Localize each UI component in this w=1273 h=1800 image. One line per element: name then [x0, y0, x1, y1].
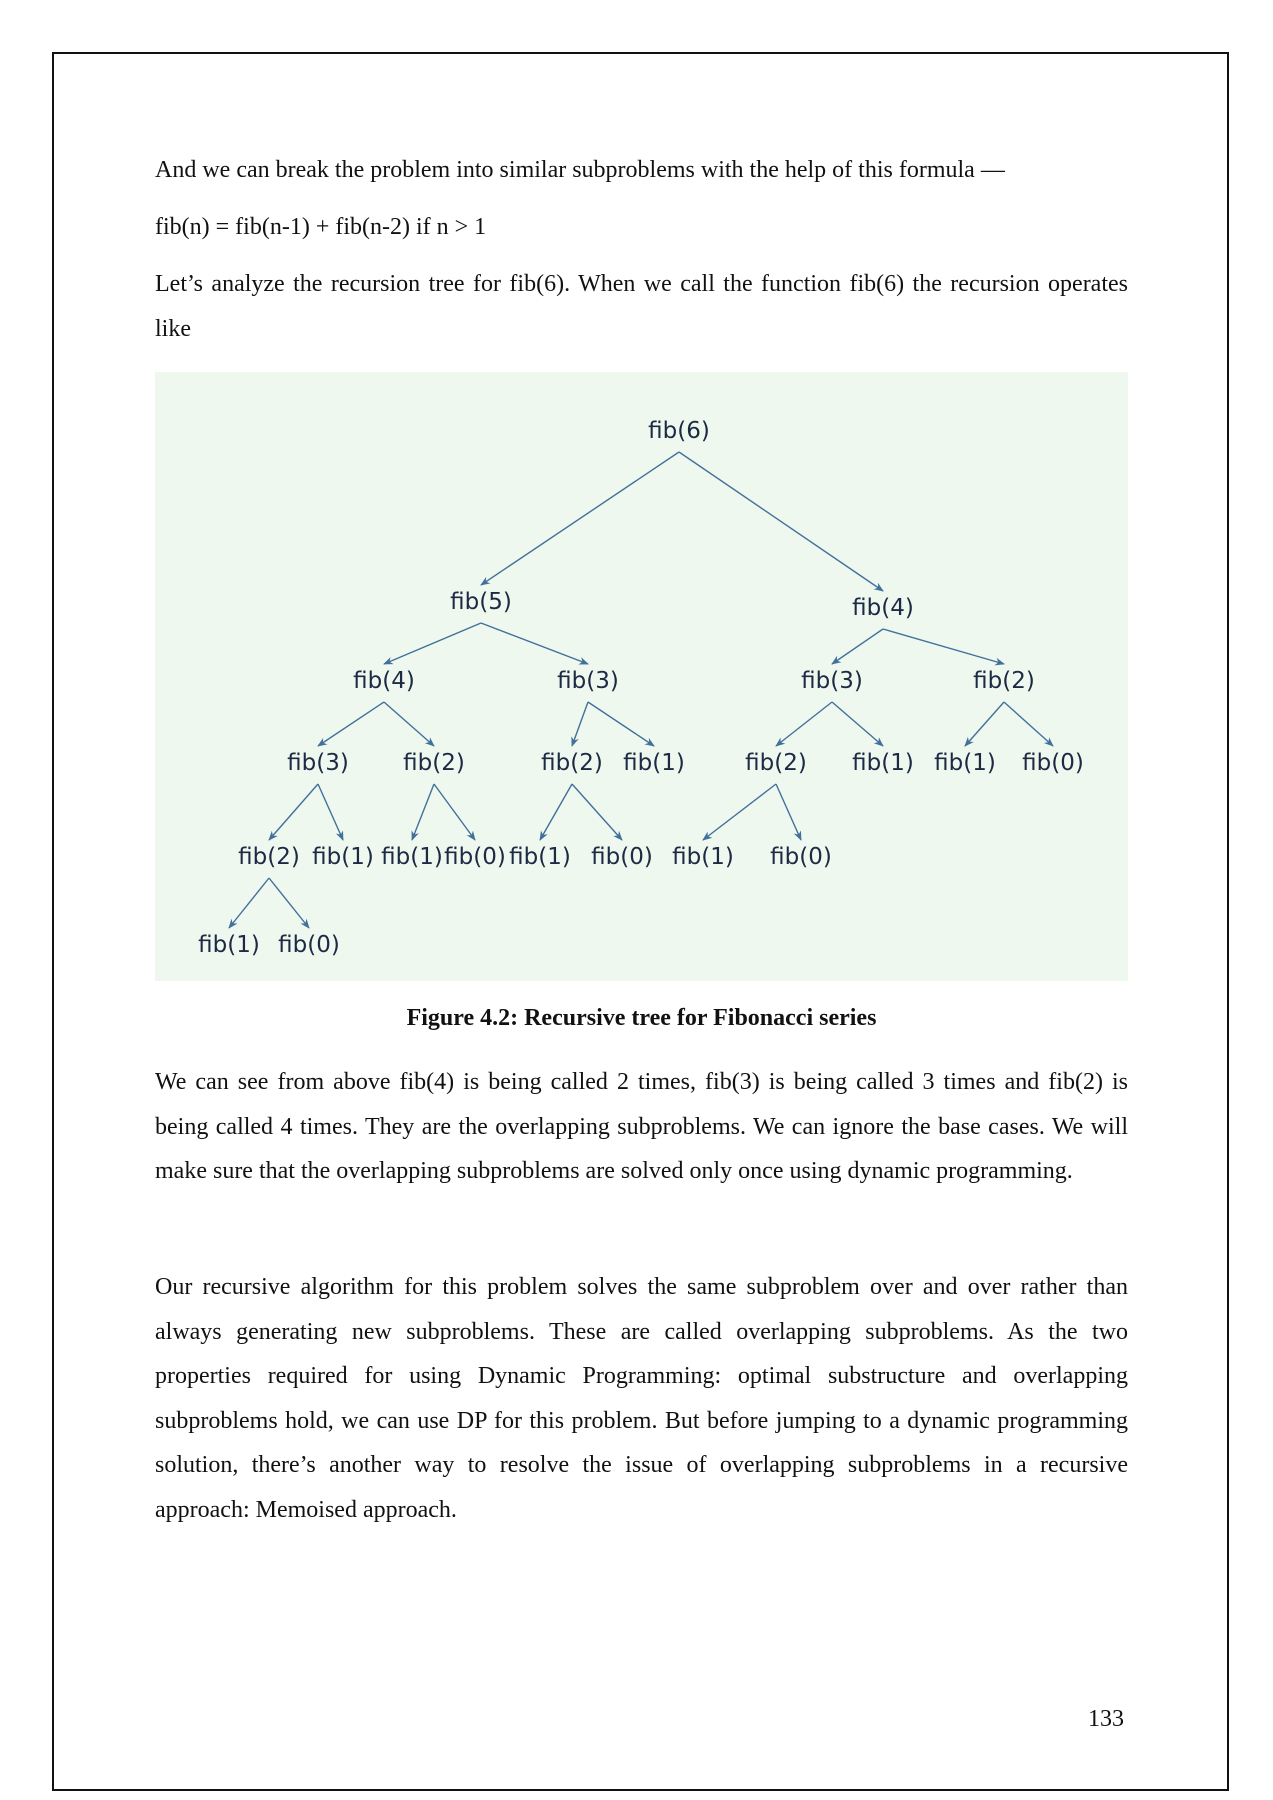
tree-node: fib(0) — [444, 844, 506, 870]
tree-node: fib(3) — [557, 668, 619, 694]
tree-edge — [679, 452, 883, 591]
tree-node: fib(0) — [770, 844, 832, 870]
recursion-intro-paragraph: Let’s analyze the recursion tree for fib(6). When we call the function fib(6) the recursion operates like — [155, 271, 1128, 342]
tree-node: fib(0) — [591, 844, 653, 870]
tree-node: fib(3) — [801, 668, 863, 694]
tree-edge — [588, 702, 654, 746]
tree-edge — [572, 784, 622, 840]
tree-node: fib(1) — [509, 844, 571, 870]
tree-node: fib(1) — [934, 750, 996, 776]
tree-edge — [269, 878, 309, 928]
recursive-algorithm-paragraph: Our recursive algorithm for this problem solves the same subproblem over and over rather than always generating new subproblems. These are called overlapping subproblems. As the two properties required for using Dynamic Programming: optimal substructure and overlapping subproblems hold, we can use DP for this problem. But before jumping to a dynamic programming solution, there’s another way to resolve the issue of overlapping subproblems in a recursive approach: Memoised approach. — [155, 1274, 1128, 1523]
tree-edge — [883, 629, 1004, 664]
tree-node: fib(1) — [623, 750, 685, 776]
tree-node: fib(1) — [381, 844, 443, 870]
tree-node: fib(4) — [353, 668, 415, 694]
tree-node: fib(1) — [312, 844, 374, 870]
tree-node: fib(4) — [852, 595, 914, 621]
tree-edge — [481, 452, 679, 585]
tree-edge — [965, 702, 1004, 746]
tree-node: fib(1) — [198, 932, 260, 958]
tree-node: fib(5) — [450, 589, 512, 615]
tree-edge — [229, 878, 269, 928]
tree-edge — [412, 784, 434, 840]
tree-node: fib(1) — [672, 844, 734, 870]
tree-node: fib(0) — [278, 932, 340, 958]
tree-edge — [776, 784, 801, 840]
tree-node: fib(3) — [287, 750, 349, 776]
tree-node: fib(2) — [745, 750, 807, 776]
tree-node: fib(1) — [852, 750, 914, 776]
tree-edge — [832, 629, 883, 664]
tree-nodes — [198, 418, 1084, 958]
tree-node: fib(2) — [403, 750, 465, 776]
recursion-tree-diagram — [155, 372, 1128, 981]
tree-edge — [384, 702, 434, 746]
tree-edge — [703, 784, 776, 840]
intro-paragraph: And we can break the problem into similar subproblems with the help of this formula — — [155, 157, 1005, 183]
tree-node: fib(2) — [541, 750, 603, 776]
tree-edge — [384, 623, 481, 664]
tree-edge — [1004, 702, 1053, 746]
tree-edge — [832, 702, 883, 746]
tree-node: fib(0) — [1022, 750, 1084, 776]
tree-edge — [481, 623, 588, 664]
tree-edge — [318, 702, 384, 746]
formula-line: fib(n) = fib(n-1) + fib(n-2) if n > 1 — [155, 214, 487, 240]
tree-edge — [269, 784, 318, 840]
tree-node: fib(2) — [973, 668, 1035, 694]
tree-edge — [776, 702, 832, 746]
page-number: 133 — [1088, 1706, 1124, 1732]
tree-edge — [318, 784, 343, 840]
tree-node: fib(2) — [238, 844, 300, 870]
tree-edge — [540, 784, 572, 840]
tree-edge — [572, 702, 588, 746]
figure-caption: Figure 4.2: Recursive tree for Fibonacci series — [406, 1005, 877, 1031]
tree-node: fib(6) — [648, 418, 710, 444]
tree-edge — [434, 784, 475, 840]
recursion-tree-figure — [155, 372, 1128, 981]
overlapping-paragraph: We can see from above fib(4) is being called 2 times, fib(3) is being called 3 times and fib(2) is being called 4 times. They are the overlapping subproblems. We can ignore the base cases. We will make sure that the overlapping subproblems are solved only once using dynamic programming. — [155, 1069, 1128, 1184]
